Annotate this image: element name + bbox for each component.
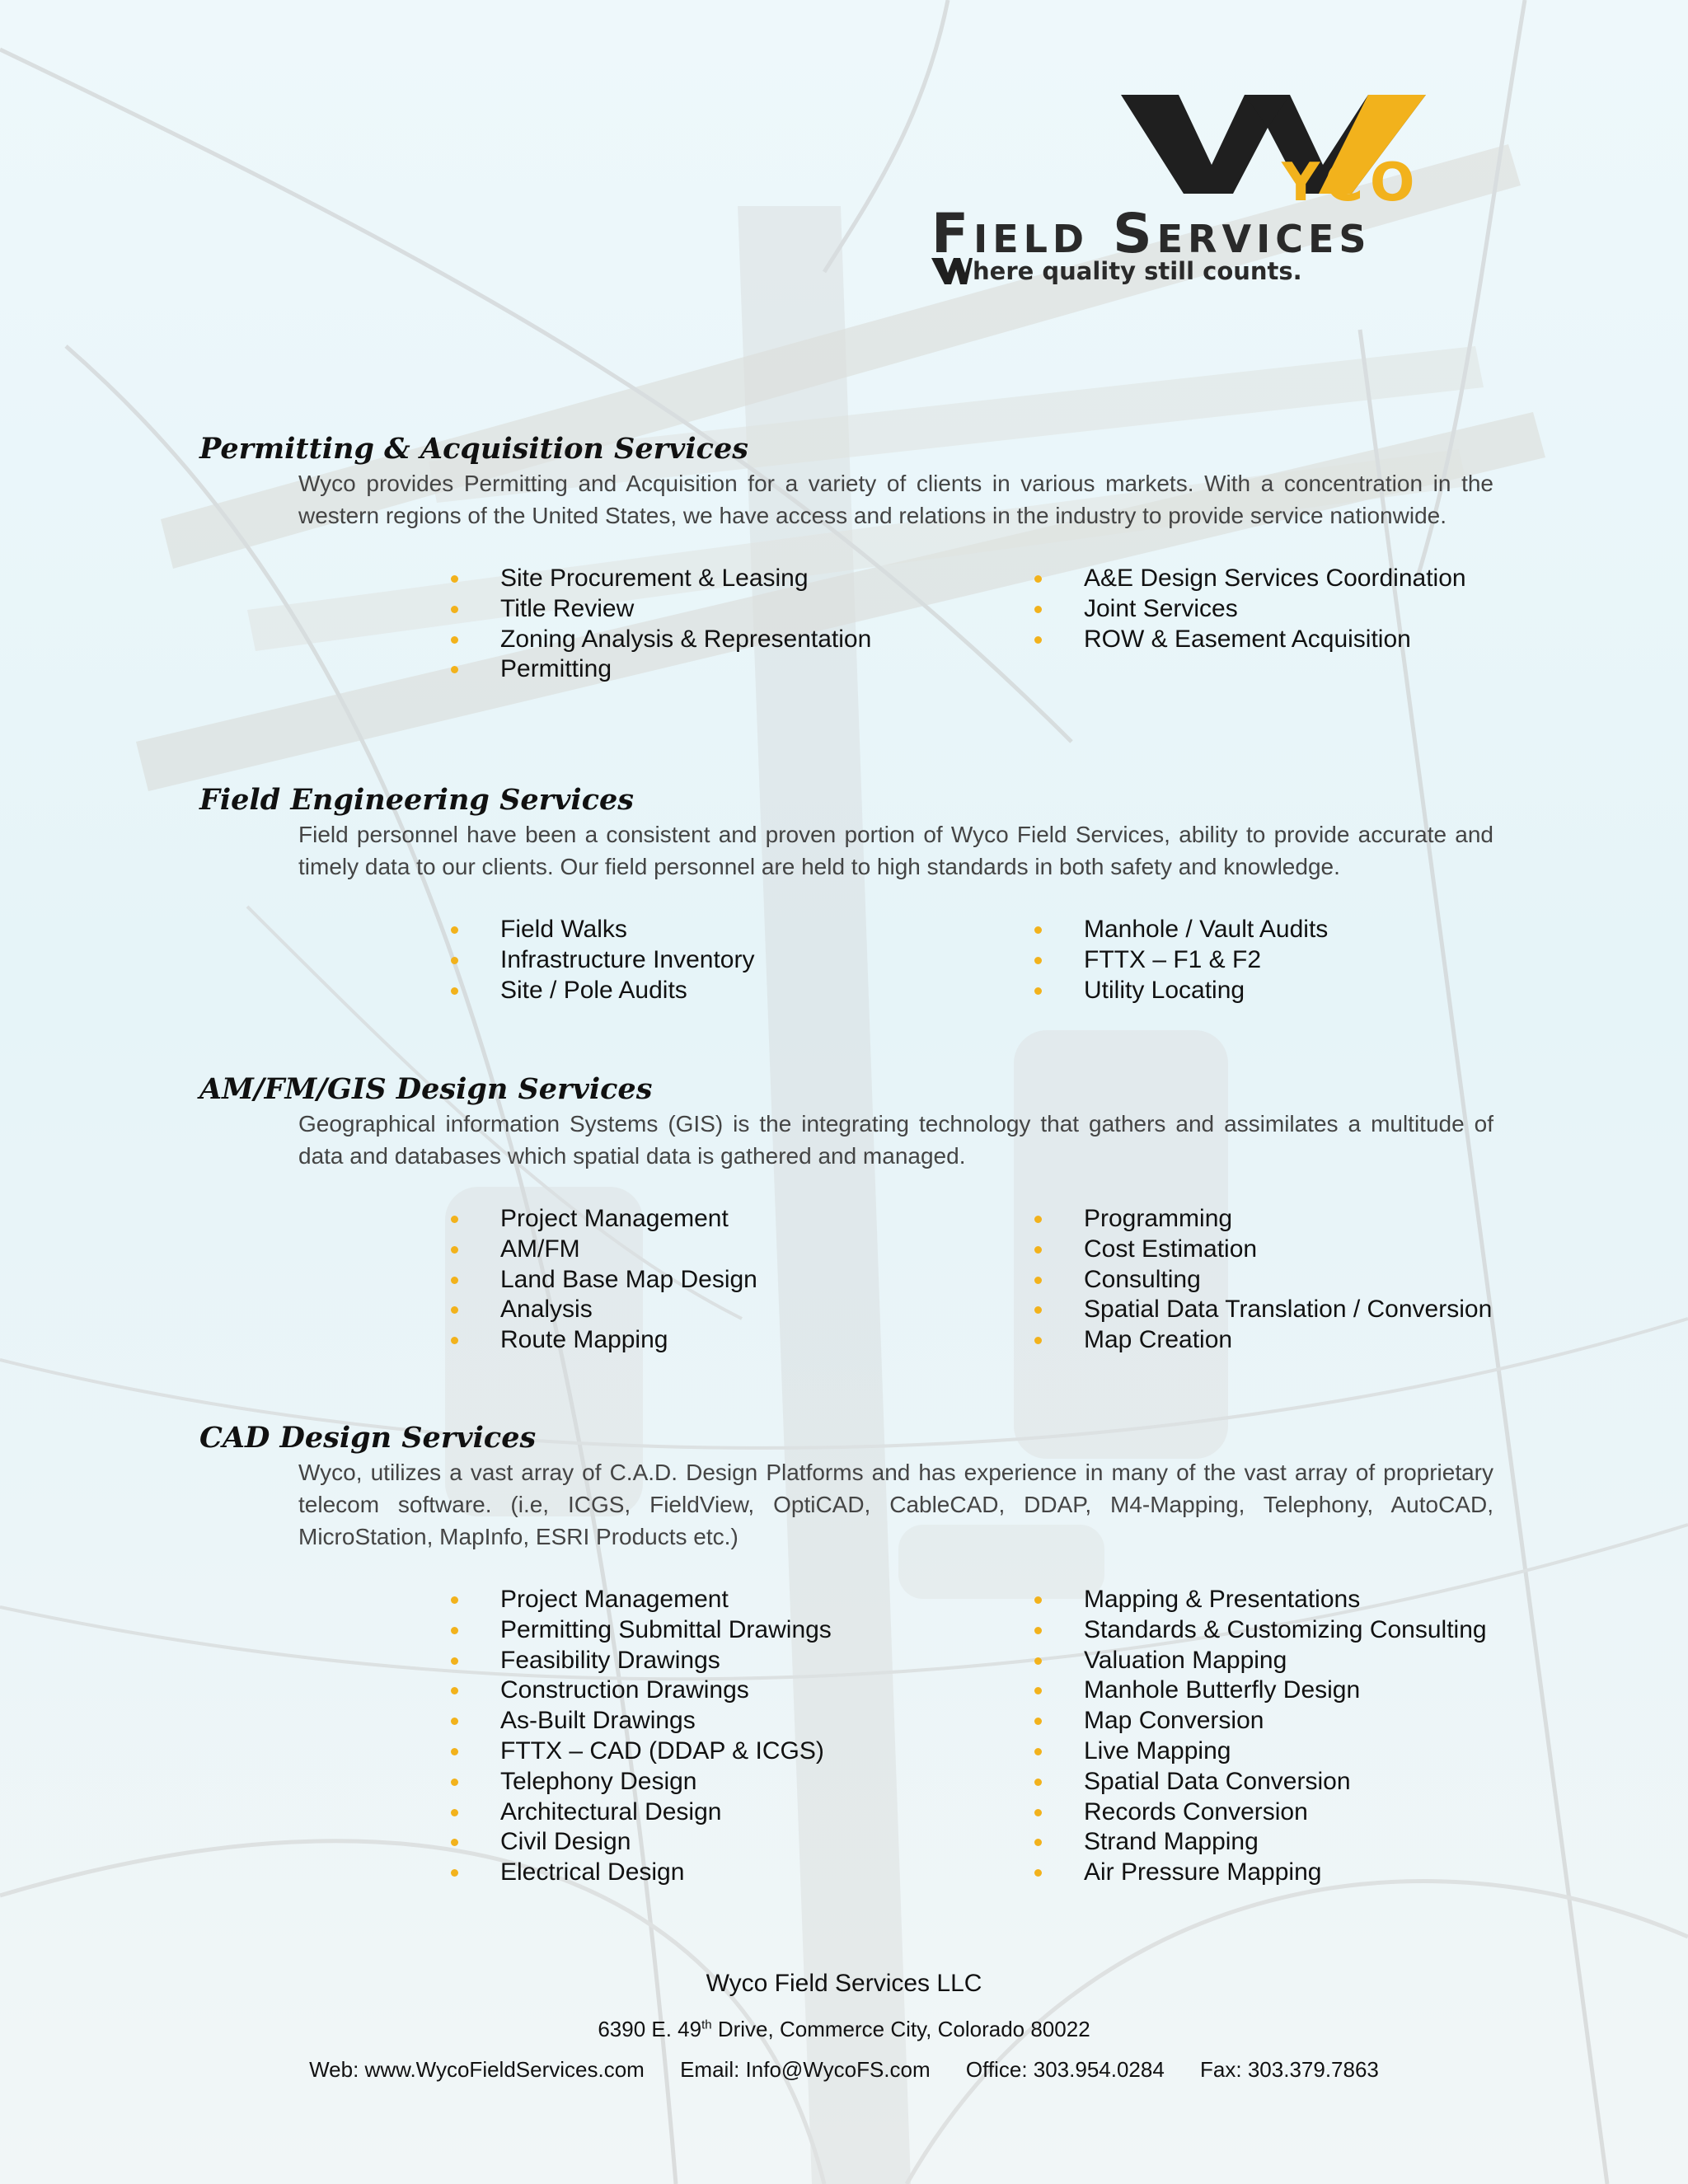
list-item: Site / Pole Audits	[451, 976, 754, 1006]
bullet-icon	[451, 1809, 458, 1816]
list-item: Manhole Butterfly Design	[1034, 1675, 1487, 1706]
bullet-icon	[1034, 636, 1042, 644]
bullet-icon	[451, 1306, 458, 1314]
logo-small-w-icon	[931, 258, 973, 284]
list-item: Permitting Submittal Drawings	[451, 1615, 832, 1646]
list-item: Route Mapping	[451, 1325, 757, 1356]
list-item: Standards & Customizing Consulting	[1034, 1615, 1487, 1646]
list-item: FTTX – CAD (DDAP & ICGS)	[451, 1736, 832, 1767]
section-field-engineering	[199, 782, 1493, 1004]
bullet-icon	[451, 606, 458, 613]
bullet-icon	[451, 1779, 458, 1786]
bullet-icon	[1034, 1839, 1042, 1846]
bullet-icon	[1034, 926, 1042, 934]
list-item: Valuation Mapping	[1034, 1646, 1487, 1676]
list-item: As-Built Drawings	[451, 1706, 832, 1736]
bullet-icon	[451, 1627, 458, 1634]
bullet-icon	[1034, 1216, 1042, 1223]
section-cad-design	[199, 1420, 1493, 1886]
list-item: Strand Mapping	[1034, 1827, 1487, 1858]
list-item: Architectural Design	[451, 1797, 832, 1828]
list-item: Utility Locating	[1034, 976, 1328, 1006]
service-list-left	[451, 564, 871, 685]
service-list-left	[451, 915, 754, 1005]
bullet-icon	[451, 1839, 458, 1846]
list-item: A&E Design Services Coordination	[1034, 564, 1466, 594]
logo-yco-text: YCO	[1282, 152, 1422, 213]
bullet-icon	[451, 666, 458, 673]
bullet-icon	[451, 1337, 458, 1344]
bullet-icon	[451, 1596, 458, 1604]
bullet-icon	[1034, 987, 1042, 995]
list-item: Cost Estimation	[1034, 1235, 1492, 1265]
list-item: Construction Drawings	[451, 1675, 832, 1706]
bullet-icon	[1034, 1809, 1042, 1816]
footer-address: 6390 E. 49th Drive, Commerce City, Colorado 80022	[598, 2017, 1090, 2041]
footer-email-link[interactable]: Email: Info@WycoFS.com	[680, 2057, 931, 2082]
list-item: Air Pressure Mapping	[1034, 1858, 1487, 1888]
footer-company-name: Wyco Field Services LLC	[706, 1970, 982, 1997]
service-list-right	[1034, 1585, 1487, 1888]
section-title: CAD Design Services	[199, 1421, 537, 1455]
bullet-icon	[451, 1657, 458, 1665]
list-item: Records Conversion	[1034, 1797, 1487, 1828]
bullet-icon	[451, 636, 458, 644]
bullet-icon	[1034, 1779, 1042, 1786]
list-item: Analysis	[451, 1295, 757, 1325]
list-item: Site Procurement & Leasing	[451, 564, 871, 594]
footer-web-link[interactable]: Web: www.WycoFieldServices.com	[309, 2057, 645, 2082]
bullet-icon	[1034, 1718, 1042, 1725]
list-item: FTTX – F1 & F2	[1034, 945, 1328, 976]
list-item: Spatial Data Translation / Conversion	[1034, 1295, 1492, 1325]
footer-fax: Fax: 303.379.7863	[1200, 2057, 1379, 2082]
section-description: Field personnel have been a consistent and proven portion of Wyco Field Services, ability to provide accurate and timely data to our clients. Our field personnel are held to high standards in both safety and knowledge.	[298, 822, 1493, 879]
list-item: Title Review	[451, 594, 871, 625]
list-item: Telephony Design	[451, 1767, 832, 1797]
section-title: AM/FM/GIS Design Services	[199, 1072, 653, 1106]
section-permitting-acquisition	[199, 431, 1493, 683]
list-item: Zoning Analysis & Representation	[451, 625, 871, 655]
list-item: Permitting	[451, 654, 871, 685]
service-list-left	[451, 1585, 832, 1888]
service-list-right	[1034, 915, 1328, 1005]
section-description: Wyco provides Permitting and Acquisition for a variety of clients in various markets. With a concentration in the western regions of the United States, we have access and relations in the industry to provide service nationwide.	[298, 471, 1493, 528]
bullet-icon	[451, 926, 458, 934]
bullet-icon	[1034, 1687, 1042, 1694]
list-item: Mapping & Presentations	[1034, 1585, 1487, 1615]
logo-tagline: here quality still counts.	[973, 257, 1302, 285]
bullet-icon	[1034, 957, 1042, 964]
bullet-icon	[1034, 1277, 1042, 1284]
bullet-icon	[451, 987, 458, 995]
section-title: Field Engineering Services	[199, 783, 634, 817]
list-item: Programming	[1034, 1204, 1492, 1235]
bullet-icon	[451, 1869, 458, 1877]
footer-contacts	[0, 2057, 1688, 2083]
list-item: Joint Services	[1034, 594, 1466, 625]
list-item: Civil Design	[451, 1827, 832, 1858]
section-description: Wyco, utilizes a vast array of C.A.D. Design Platforms and has experience in many of the vast array of proprietary telecom software. (i.e, ICGS, FieldView, OptiCAD, CableCAD, DDAP, M4-Mapping, Telephony, AutoCAD, MicroStation, MapInfo, ESRI Products etc.)	[298, 1460, 1493, 1549]
list-item: ROW & Easement Acquisition	[1034, 625, 1466, 655]
list-item: Map Creation	[1034, 1325, 1492, 1356]
bullet-icon	[451, 1718, 458, 1725]
list-item: Spatial Data Conversion	[1034, 1767, 1487, 1797]
bullet-icon	[1034, 1748, 1042, 1755]
bullet-icon	[451, 1216, 458, 1223]
section-amfm-gis-design	[199, 1071, 1493, 1354]
bullet-icon	[451, 1748, 458, 1755]
section-title: Permitting & Acquisition Services	[199, 432, 748, 466]
list-item: Electrical Design	[451, 1858, 832, 1888]
bullet-icon	[1034, 1657, 1042, 1665]
logo-field-services-text: Field Services	[931, 202, 1372, 265]
list-item: Live Mapping	[1034, 1736, 1487, 1767]
list-item: Map Conversion	[1034, 1706, 1487, 1736]
bullet-icon	[451, 1246, 458, 1254]
service-list-right	[1034, 564, 1466, 654]
list-item: Field Walks	[451, 915, 754, 945]
list-item: Land Base Map Design	[451, 1265, 757, 1296]
bullet-icon	[451, 1277, 458, 1284]
bullet-icon	[1034, 1627, 1042, 1634]
company-logo	[931, 95, 1508, 293]
bullet-icon	[451, 1687, 458, 1694]
list-item: AM/FM	[451, 1235, 757, 1265]
bullet-icon	[1034, 1596, 1042, 1604]
bullet-icon	[1034, 575, 1042, 583]
list-item: Infrastructure Inventory	[451, 945, 754, 976]
service-list-right	[1034, 1204, 1492, 1356]
bullet-icon	[1034, 1246, 1042, 1254]
list-item: Project Management	[451, 1204, 757, 1235]
bullet-icon	[451, 575, 458, 583]
section-description: Geographical information Systems (GIS) is the integrating technology that gathers and assimilates a multitude of data and databases which spatial data is gathered and managed.	[298, 1111, 1493, 1169]
bullet-icon	[1034, 1337, 1042, 1344]
list-item: Manhole / Vault Audits	[1034, 915, 1328, 945]
list-item: Consulting	[1034, 1265, 1492, 1296]
list-item: Feasibility Drawings	[451, 1646, 832, 1676]
bullet-icon	[451, 957, 458, 964]
service-list-left	[451, 1204, 757, 1356]
bullet-icon	[1034, 1869, 1042, 1877]
list-item: Project Management	[451, 1585, 832, 1615]
footer-office-phone: Office: 303.954.0284	[965, 2057, 1165, 2082]
bullet-icon	[1034, 606, 1042, 613]
bullet-icon	[1034, 1306, 1042, 1314]
